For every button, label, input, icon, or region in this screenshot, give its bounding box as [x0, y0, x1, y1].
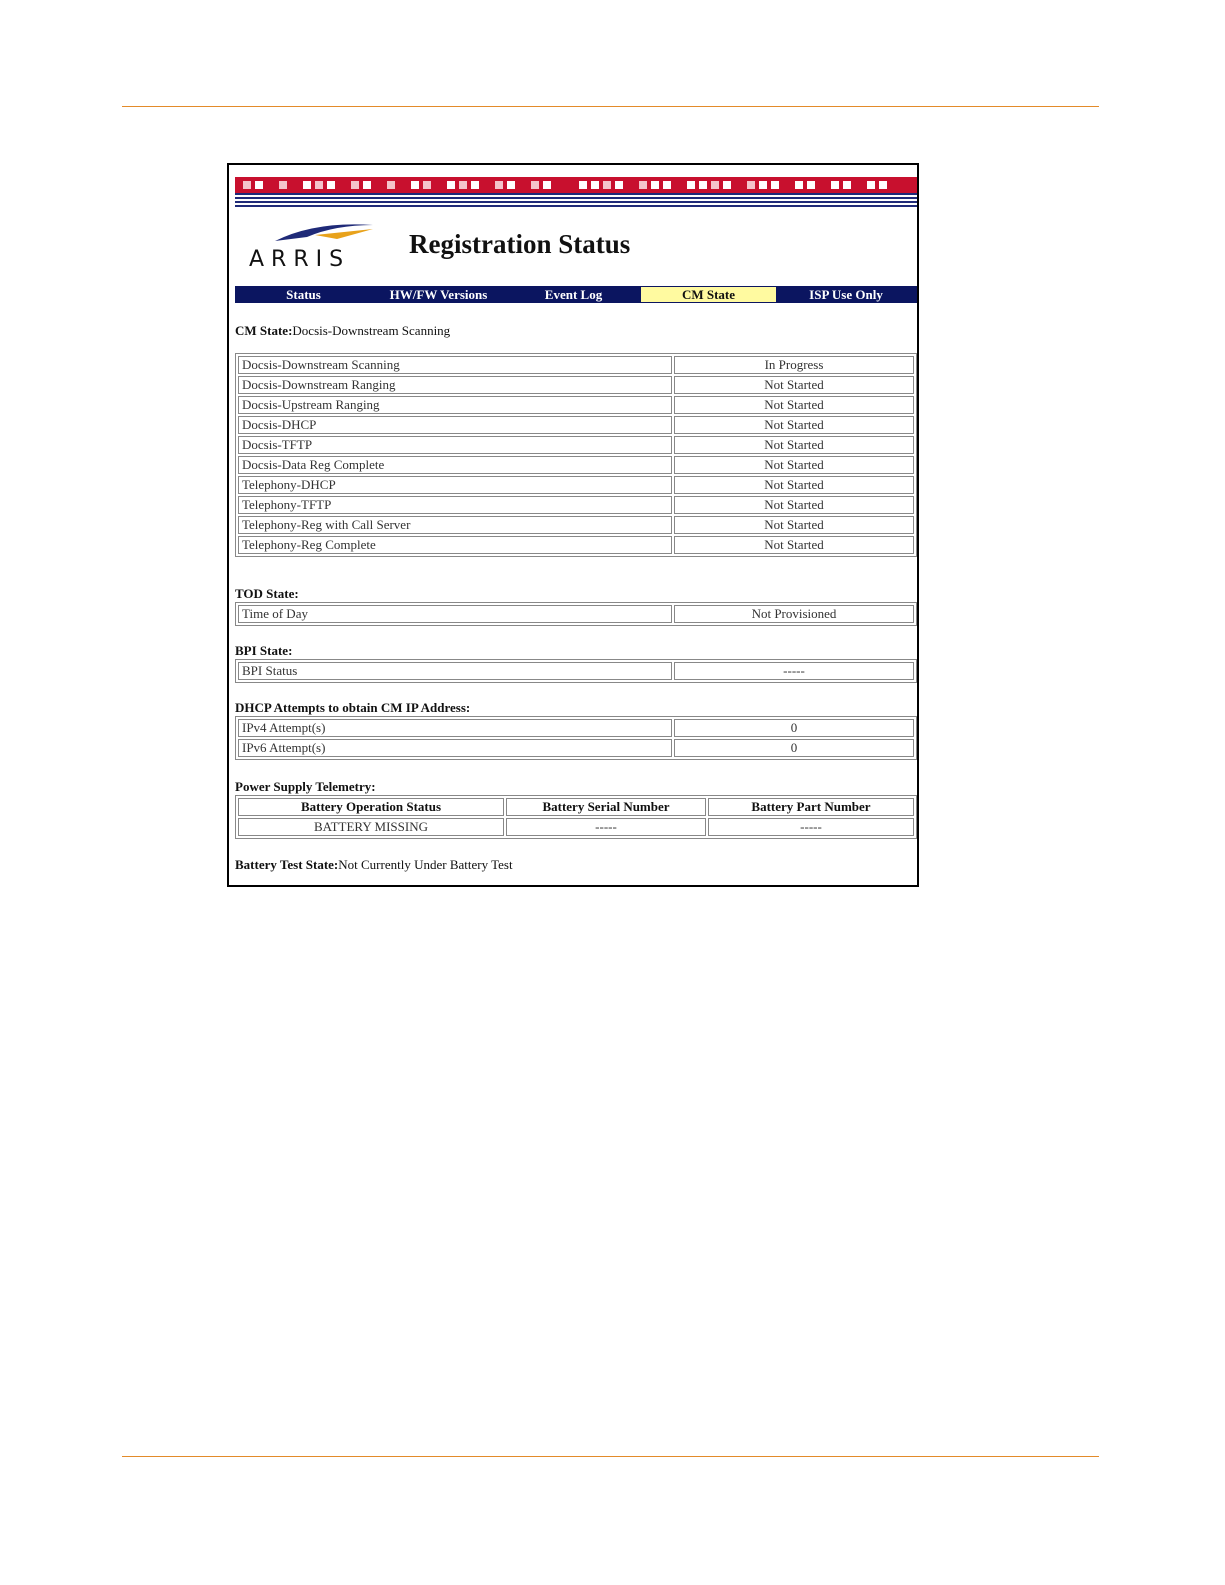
table-row	[238, 516, 914, 534]
table-row	[238, 476, 914, 494]
column-header: Battery Serial Number	[506, 798, 706, 816]
row-status: 0	[674, 719, 914, 737]
cm-state-value: Docsis-Downstream Scanning	[292, 323, 451, 338]
row-status: Not Started	[674, 476, 914, 494]
page-title: Registration Status	[409, 229, 631, 259]
row-label: IPv4 Attempt(s)	[238, 719, 672, 737]
table-row	[238, 605, 914, 623]
row-label: Docsis-Downstream Ranging	[238, 376, 672, 394]
table-row	[238, 719, 914, 737]
column-header: Battery Part Number	[708, 798, 914, 816]
row-status: In Progress	[674, 356, 914, 374]
tab-status[interactable]: Status	[286, 287, 321, 302]
header-rule	[122, 106, 1099, 107]
tab-cm-state[interactable]: CM State	[641, 287, 776, 302]
table-row	[238, 739, 914, 757]
table-row	[238, 436, 914, 454]
tod-table	[235, 602, 917, 626]
table-row	[238, 396, 914, 414]
row-status: Not Started	[674, 536, 914, 554]
screenshot-frame	[227, 163, 919, 887]
battery-test-label: Battery Test State:	[235, 857, 339, 872]
table-row	[238, 818, 914, 836]
table-row	[238, 662, 914, 680]
table-row	[238, 416, 914, 434]
table-row	[238, 376, 914, 394]
row-label: Docsis-TFTP	[238, 436, 672, 454]
row-label: IPv6 Attempt(s)	[238, 739, 672, 757]
power-supply-table	[235, 795, 917, 839]
battery-serial-number: -----	[506, 818, 706, 836]
logo-text: ARRIS	[249, 247, 351, 272]
row-status: Not Started	[674, 396, 914, 414]
row-status: Not Started	[674, 436, 914, 454]
row-status: 0	[674, 739, 914, 757]
tab-hw-fw-versions[interactable]: HW/FW Versions	[389, 287, 488, 302]
row-label: Docsis-DHCP	[238, 416, 672, 434]
table-row	[238, 356, 914, 374]
table-row	[238, 496, 914, 514]
row-label: Telephony-Reg with Call Server	[238, 516, 672, 534]
row-label: Telephony-TFTP	[238, 496, 672, 514]
row-status: Not Started	[674, 416, 914, 434]
arris-logo	[245, 219, 385, 279]
row-label: Docsis-Data Reg Complete	[238, 456, 672, 474]
column-header: Battery Operation Status	[238, 798, 504, 816]
battery-part-number: -----	[708, 818, 914, 836]
footer-rule	[122, 1456, 1099, 1457]
power-supply-label: Power Supply Telemetry:	[235, 779, 376, 794]
cm-state-label: CM State:	[235, 323, 293, 338]
bpi-table	[235, 659, 917, 683]
row-status: Not Provisioned	[674, 605, 914, 623]
row-label: Docsis-Upstream Ranging	[238, 396, 672, 414]
battery-test-value: Not Currently Under Battery Test	[338, 857, 513, 872]
row-status: -----	[674, 662, 914, 680]
cm-state-line	[235, 323, 450, 339]
tab-isp-use-only[interactable]: ISP Use Only	[809, 287, 883, 302]
bpi-state-label: BPI State:	[235, 643, 293, 658]
table-header-row	[238, 798, 914, 816]
row-label: Docsis-Downstream Scanning	[238, 356, 672, 374]
row-label: Telephony-Reg Complete	[238, 536, 672, 554]
table-row	[238, 456, 914, 474]
row-status: Not Started	[674, 516, 914, 534]
row-status: Not Started	[674, 496, 914, 514]
tod-state-label: TOD State:	[235, 586, 299, 601]
decorative-banner	[235, 177, 917, 207]
battery-operation-status: BATTERY MISSING	[238, 818, 504, 836]
row-status: Not Started	[674, 456, 914, 474]
row-label: Telephony-DHCP	[238, 476, 672, 494]
tab-event-log[interactable]: Event Log	[544, 287, 603, 302]
dhcp-table	[235, 716, 917, 760]
table-row	[238, 536, 914, 554]
cm-state-table	[235, 353, 917, 557]
dhcp-attempts-label: DHCP Attempts to obtain CM IP Address:	[235, 700, 471, 715]
nav-bar	[235, 286, 917, 303]
row-status: Not Started	[674, 376, 914, 394]
row-label: BPI Status	[238, 662, 672, 680]
row-label: Time of Day	[238, 605, 672, 623]
battery-test-line	[235, 857, 513, 873]
